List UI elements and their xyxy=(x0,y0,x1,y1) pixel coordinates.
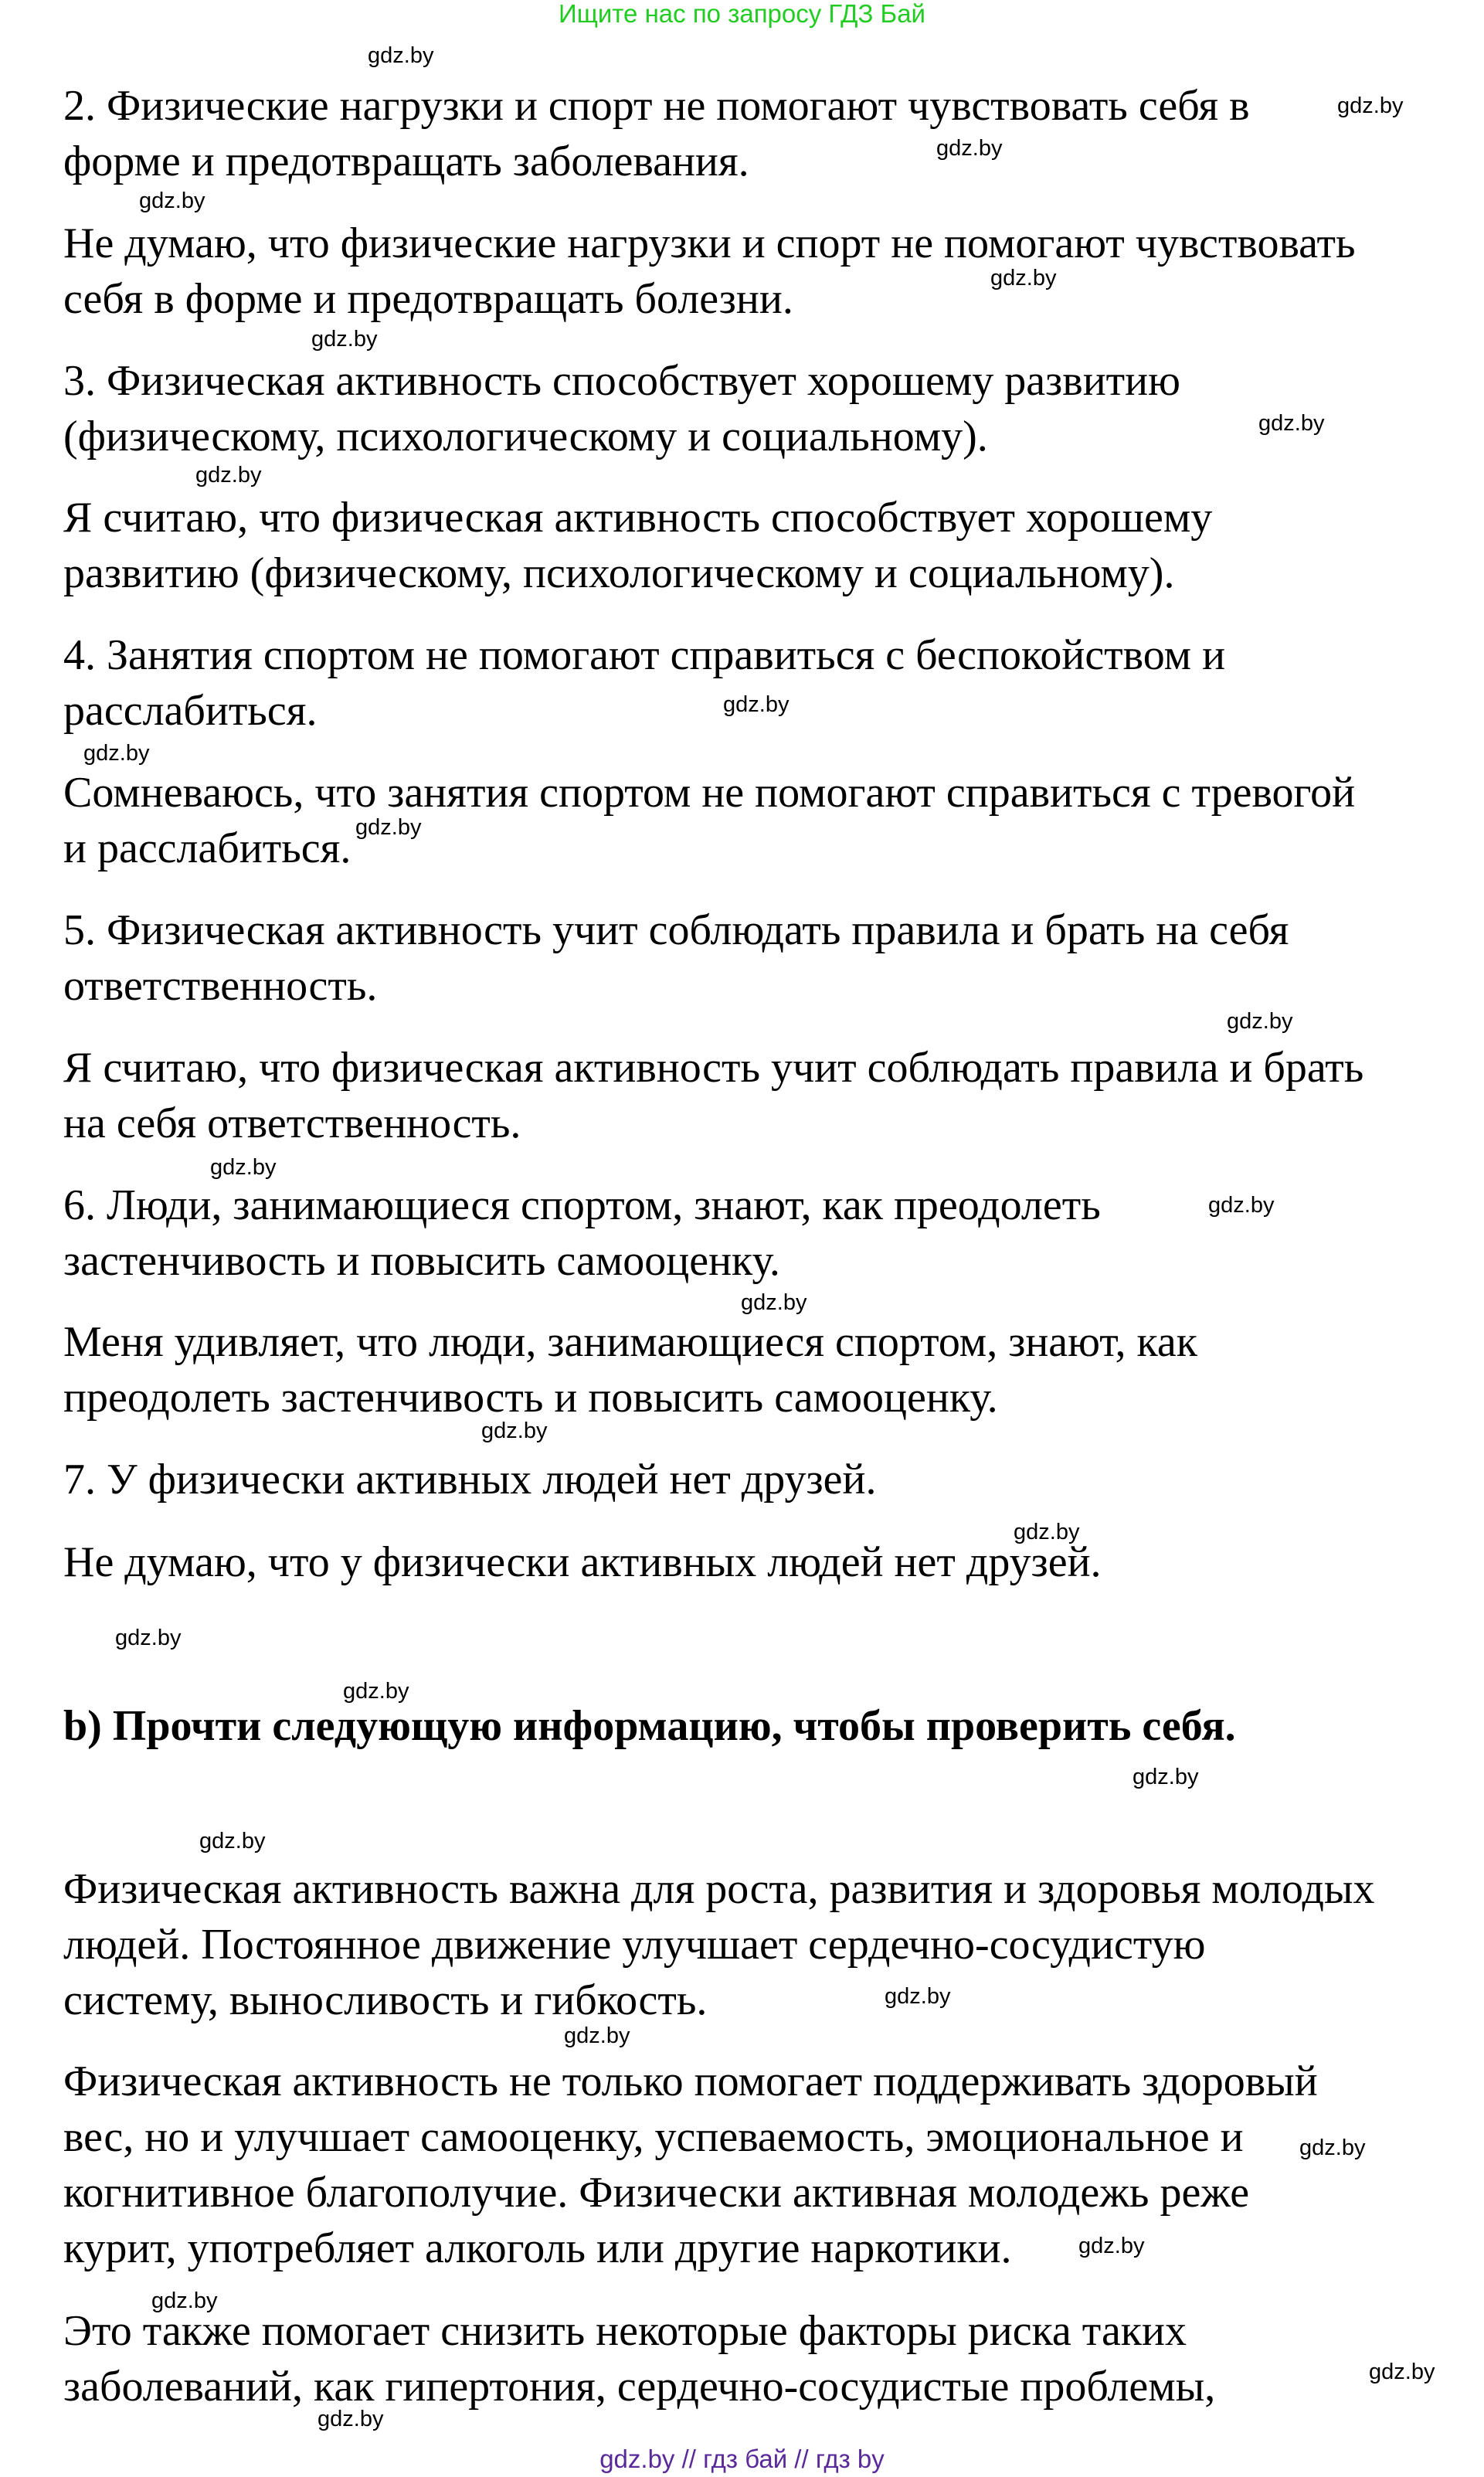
watermark: gdz.by xyxy=(343,1679,409,1704)
watermark: gdz.by xyxy=(210,1155,277,1180)
watermark: gdz.by xyxy=(990,266,1057,291)
info-paragraph-3: Это также помогает снизить некоторые факторы риска таких заболеваний, как гипертония, сердечно-сосудистые проблемы, xyxy=(63,2307,1216,2411)
watermark: gdz.by xyxy=(1299,2136,1366,2160)
watermark: gdz.by xyxy=(311,327,378,352)
answer-6: Меня удивляет, что люди, занимающиеся спортом, знают, как преодолеть застенчивость и повысить самооценку. xyxy=(63,1318,1197,1422)
watermark: gdz.by xyxy=(1208,1193,1275,1218)
question-3: 3. Физическая активность способствует хорошему развитию (физическому, психологическому и социальному). xyxy=(63,357,1180,460)
watermark: gdz.by xyxy=(368,43,434,68)
watermark: gdz.by xyxy=(1258,411,1325,436)
watermark: gdz.by xyxy=(151,2288,218,2313)
watermark: gdz.by xyxy=(139,189,205,213)
answer-3: Я считаю, что физическая активность способствует хорошему развитию (физическому, психологическому и социальному). xyxy=(63,494,1213,597)
question-5: 5. Физическая активность учит соблюдать правила и брать на себя ответственность. xyxy=(63,906,1289,1010)
answer-4: Сомневаюсь, что занятия спортом не помогают справиться с тревогой и расслабиться. xyxy=(63,769,1356,872)
answer-5: Я считаю, что физическая активность учит соблюдать правила и брать на себя ответственность. xyxy=(63,1044,1364,1147)
question-2: 2. Физические нагрузки и спорт не помогают чувствовать себя в форме и предотвращать заболевания. xyxy=(63,82,1250,185)
watermark: gdz.by xyxy=(1133,1765,1199,1789)
watermark: gdz.by xyxy=(1078,2234,1145,2258)
watermark: gdz.by xyxy=(936,136,1003,161)
answer-2: Не думаю, что физические нагрузки и спорт не помогают чувствовать себя в форме и предотвращать болезни. xyxy=(63,219,1356,323)
watermark: gdz.by xyxy=(1337,93,1404,118)
watermark: gdz.by xyxy=(318,2407,384,2431)
watermark: gdz.by xyxy=(723,692,790,717)
watermark: gdz.by xyxy=(741,1290,807,1315)
question-6: 6. Люди, занимающиеся спортом, знают, как преодолеть застенчивость и повысить самооценку. xyxy=(63,1181,1101,1285)
search-banner: Ищите нас по запросу ГДЗ Бай xyxy=(559,0,925,28)
watermark: gdz.by xyxy=(83,741,150,766)
answer-7: Не думаю, что у физически активных людей нет друзей. xyxy=(63,1538,1102,1586)
info-paragraph-1: Физическая активность важна для роста, развития и здоровья молодых людей. Постоянное движение улучшает сердечно-сосудистую систему, выносливость и гибкость. xyxy=(63,1865,1375,2024)
question-7: 7. У физически активных людей нет друзей. xyxy=(63,1456,877,1504)
watermark: gdz.by xyxy=(355,815,422,840)
watermark: gdz.by xyxy=(481,1419,548,1443)
watermark: gdz.by xyxy=(885,1984,951,2009)
watermark: gdz.by xyxy=(199,1829,266,1854)
question-4: 4. Занятия спортом не помогают справиться с беспокойством и расслабиться. xyxy=(63,631,1226,735)
watermark: gdz.by xyxy=(564,2023,630,2048)
watermark: gdz.by xyxy=(1227,1009,1293,1034)
watermark: gdz.by xyxy=(1369,2360,1435,2384)
watermark: gdz.by xyxy=(1014,1520,1080,1544)
footer-links: gdz.by // гдз бай // гдз by xyxy=(599,2445,885,2473)
section-b-heading: b) Прочти следующую информацию, чтобы проверить себя. xyxy=(63,1702,1236,1750)
watermark: gdz.by xyxy=(115,1626,182,1650)
watermark: gdz.by xyxy=(195,463,262,488)
info-paragraph-2: Физическая активность не только помогает поддерживать здоровый вес, но и улучшает самооценку, успеваемость, эмоциональное и когнитивное благополучие. Физически активная молодежь реже курит, употребляет алкоголь или другие наркотики. xyxy=(63,2057,1318,2272)
